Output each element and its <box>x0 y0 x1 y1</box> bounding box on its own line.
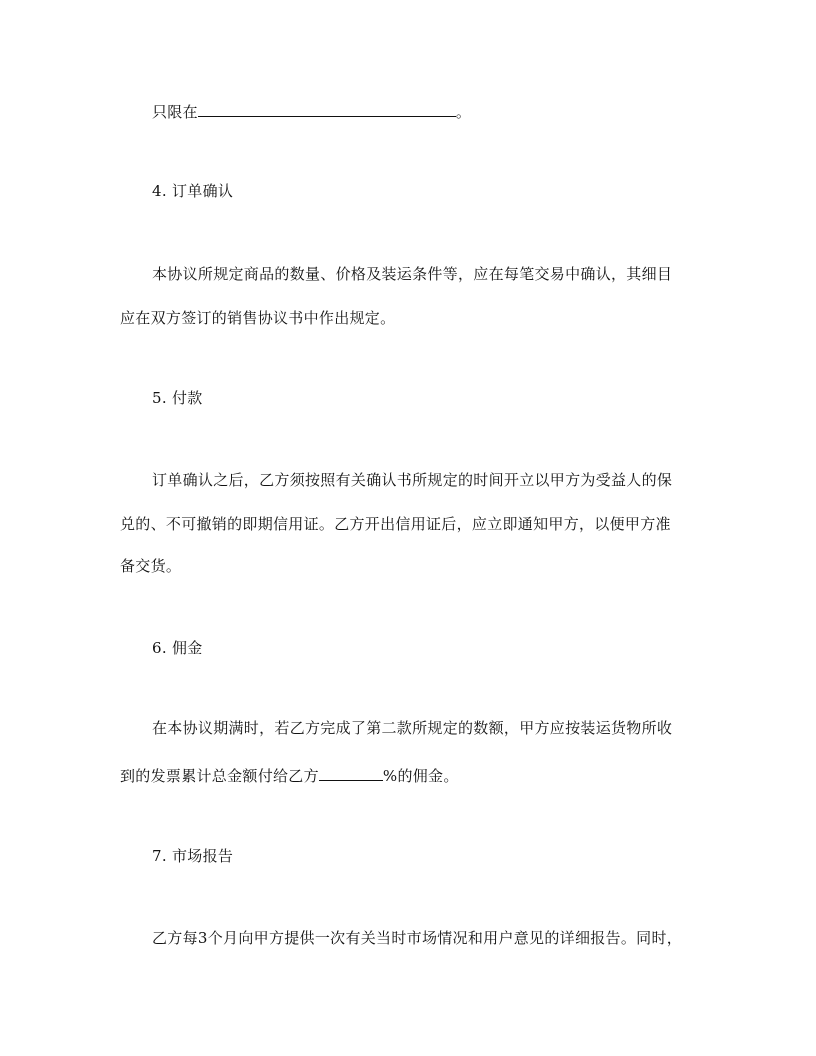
paragraph-line-with-blank <box>120 764 459 786</box>
text-prefix: 到的发票累计总金额付给乙方 <box>120 767 319 785</box>
paragraph-line: 乙方每3个月向甲方提供一次有关当时市场情况和用户意见的详细报告。同时， <box>152 929 683 947</box>
paragraph-line: 订单确认之后，乙方须按照有关确认书所规定的时间开立以甲方为受益人的保 <box>152 471 673 489</box>
paragraph-line: 兑的、不可撤销的即期信用证。乙方开出信用证后，应立即通知甲方，以便甲方准 <box>120 515 671 533</box>
section-3-tail <box>152 100 471 122</box>
section-4-heading: 4. 订单确认 <box>152 182 234 200</box>
section-7-heading: 7. 市场报告 <box>152 847 234 865</box>
fill-in-blank <box>198 100 456 117</box>
paragraph-line: 本协议所规定商品的数量、价格及装运条件等，应在每笔交易中确认，其细目 <box>152 265 673 283</box>
paragraph-line: 在本协议期满时，若乙方完成了第二款所规定的数额，甲方应按装运货物所收 <box>152 719 673 737</box>
section-5-heading: 5. 付款 <box>152 389 203 407</box>
section-6-heading: 6. 佣金 <box>152 639 203 657</box>
text-prefix: 只限在 <box>152 103 198 121</box>
paragraph-line: 备交货。 <box>120 557 182 575</box>
text-suffix: %的佣金。 <box>382 767 459 785</box>
text-suffix: 。 <box>455 103 472 121</box>
fill-in-blank <box>319 764 383 781</box>
paragraph-line: 应在双方签订的销售协议书中作出规定。 <box>120 309 396 327</box>
